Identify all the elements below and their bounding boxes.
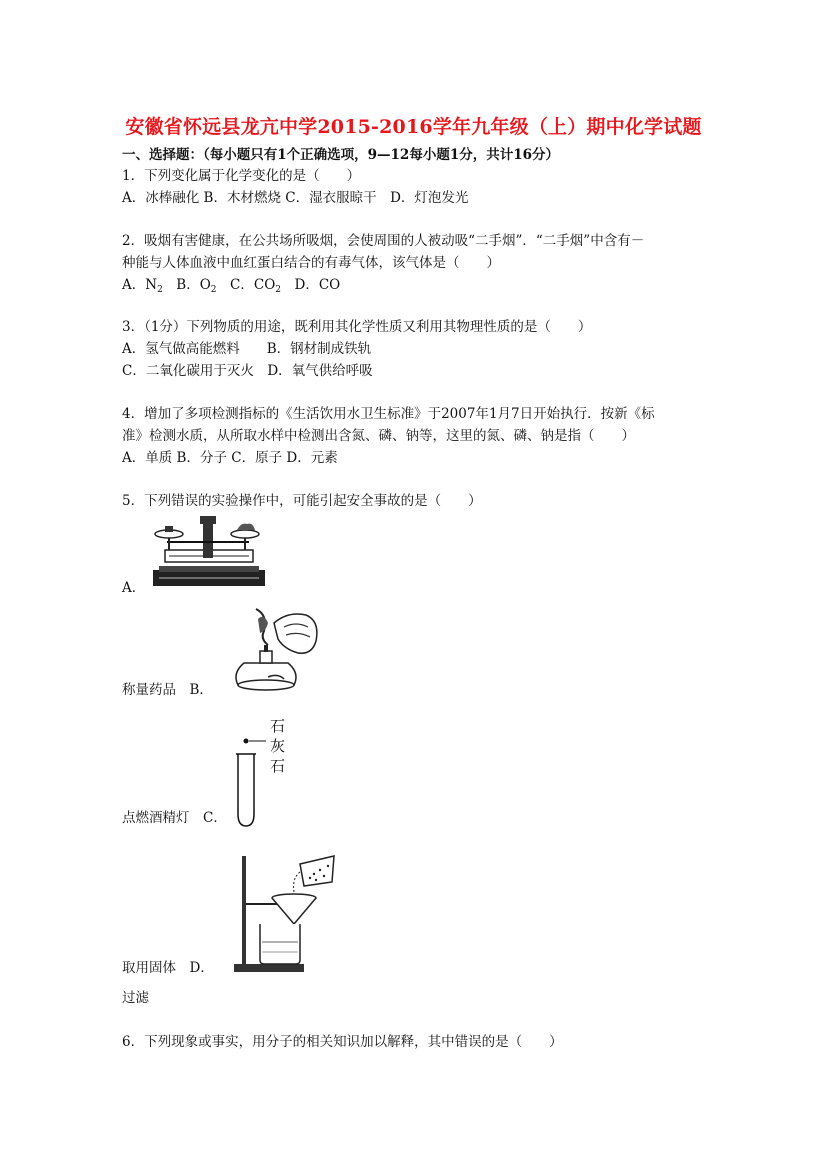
question-4-stem-line1: 4．增加了多项检测指标的《生活饮用水卫生标准》于2007年1月7日开始执行．按新《标 — [122, 406, 655, 422]
option-c: C．CO — [216, 277, 276, 293]
question-1-stem: 1．下列变化属于化学变化的是（ ） — [122, 168, 361, 184]
question-2-stem-line2: 种能与人体血液中血红蛋白结合的有毒气体，该气体是（ ） — [122, 255, 500, 271]
question-3-options-row1: A．氢气做高能燃料 B．钢材制成铁轨 — [122, 341, 372, 357]
filtration-figure — [232, 852, 342, 978]
question-2-stem-line1: 2．吸烟有害健康，在公共场所吸烟，会使周围的人被动吸“二手烟”．“二手烟”中含有－ — [122, 233, 645, 249]
question-3-options-row2: C．二氧化碳用于灭火 D．氧气供给呼吸 — [122, 363, 373, 379]
question-5-stem: 5．下列错误的实验操作中，可能引起安全事故的是（ ） — [122, 493, 482, 509]
subscript: 2 — [275, 285, 281, 295]
subscript: 2 — [210, 285, 217, 295]
section-heading: 一、选择题：（每小题只有1个正确选项，9—12每小题1分，共计16分） — [122, 147, 560, 163]
option-d-caption: 过滤 — [122, 990, 149, 1006]
question-3-stem: 3．（1分）下列物质的用途，既利用其化学性质又利用其物理性质的是（ ） — [122, 319, 592, 335]
option-d: D．CO — [281, 277, 341, 293]
option-a-caption-and-b-label: 称量药品 B． — [122, 682, 213, 698]
test-tube-figure — [232, 730, 272, 830]
option-b-caption-and-c-label: 点燃酒精灯 C． — [122, 810, 227, 826]
question-4-stem-line2: 准》检测水质，从所取水样中检测出含氮、磷、钠等，这里的氮、磷、钠是指（ ） — [122, 428, 635, 444]
label-shi-2: 石 — [270, 757, 286, 775]
option-b: B．O — [162, 277, 211, 293]
page-title: 安徽省怀远县龙亢中学2015-2016学年九年级（上）期中化学试题 — [125, 116, 702, 138]
option-a-label: A． — [122, 580, 146, 596]
balance-scale-figure — [145, 512, 275, 592]
label-hui: 灰 — [270, 737, 286, 755]
question-2-options — [122, 276, 340, 299]
question-4-options: A．单质 B．分子 C．原子 D．元素 — [122, 450, 338, 466]
label-shi: 石 — [270, 717, 286, 735]
question-1-options: A．冰棒融化 B．木材燃烧 C．湿衣服晾干 D．灯泡发光 — [122, 190, 469, 206]
option-a: A．N — [122, 277, 158, 293]
alcohol-lamp-figure — [228, 605, 328, 695]
option-c-caption-and-d-label: 取用固体 D． — [122, 960, 214, 976]
question-6-stem: 6．下列现象或事实，用分子的相关知识加以解释，其中错误的是（ ） — [122, 1034, 563, 1050]
subscript: 2 — [157, 285, 163, 295]
